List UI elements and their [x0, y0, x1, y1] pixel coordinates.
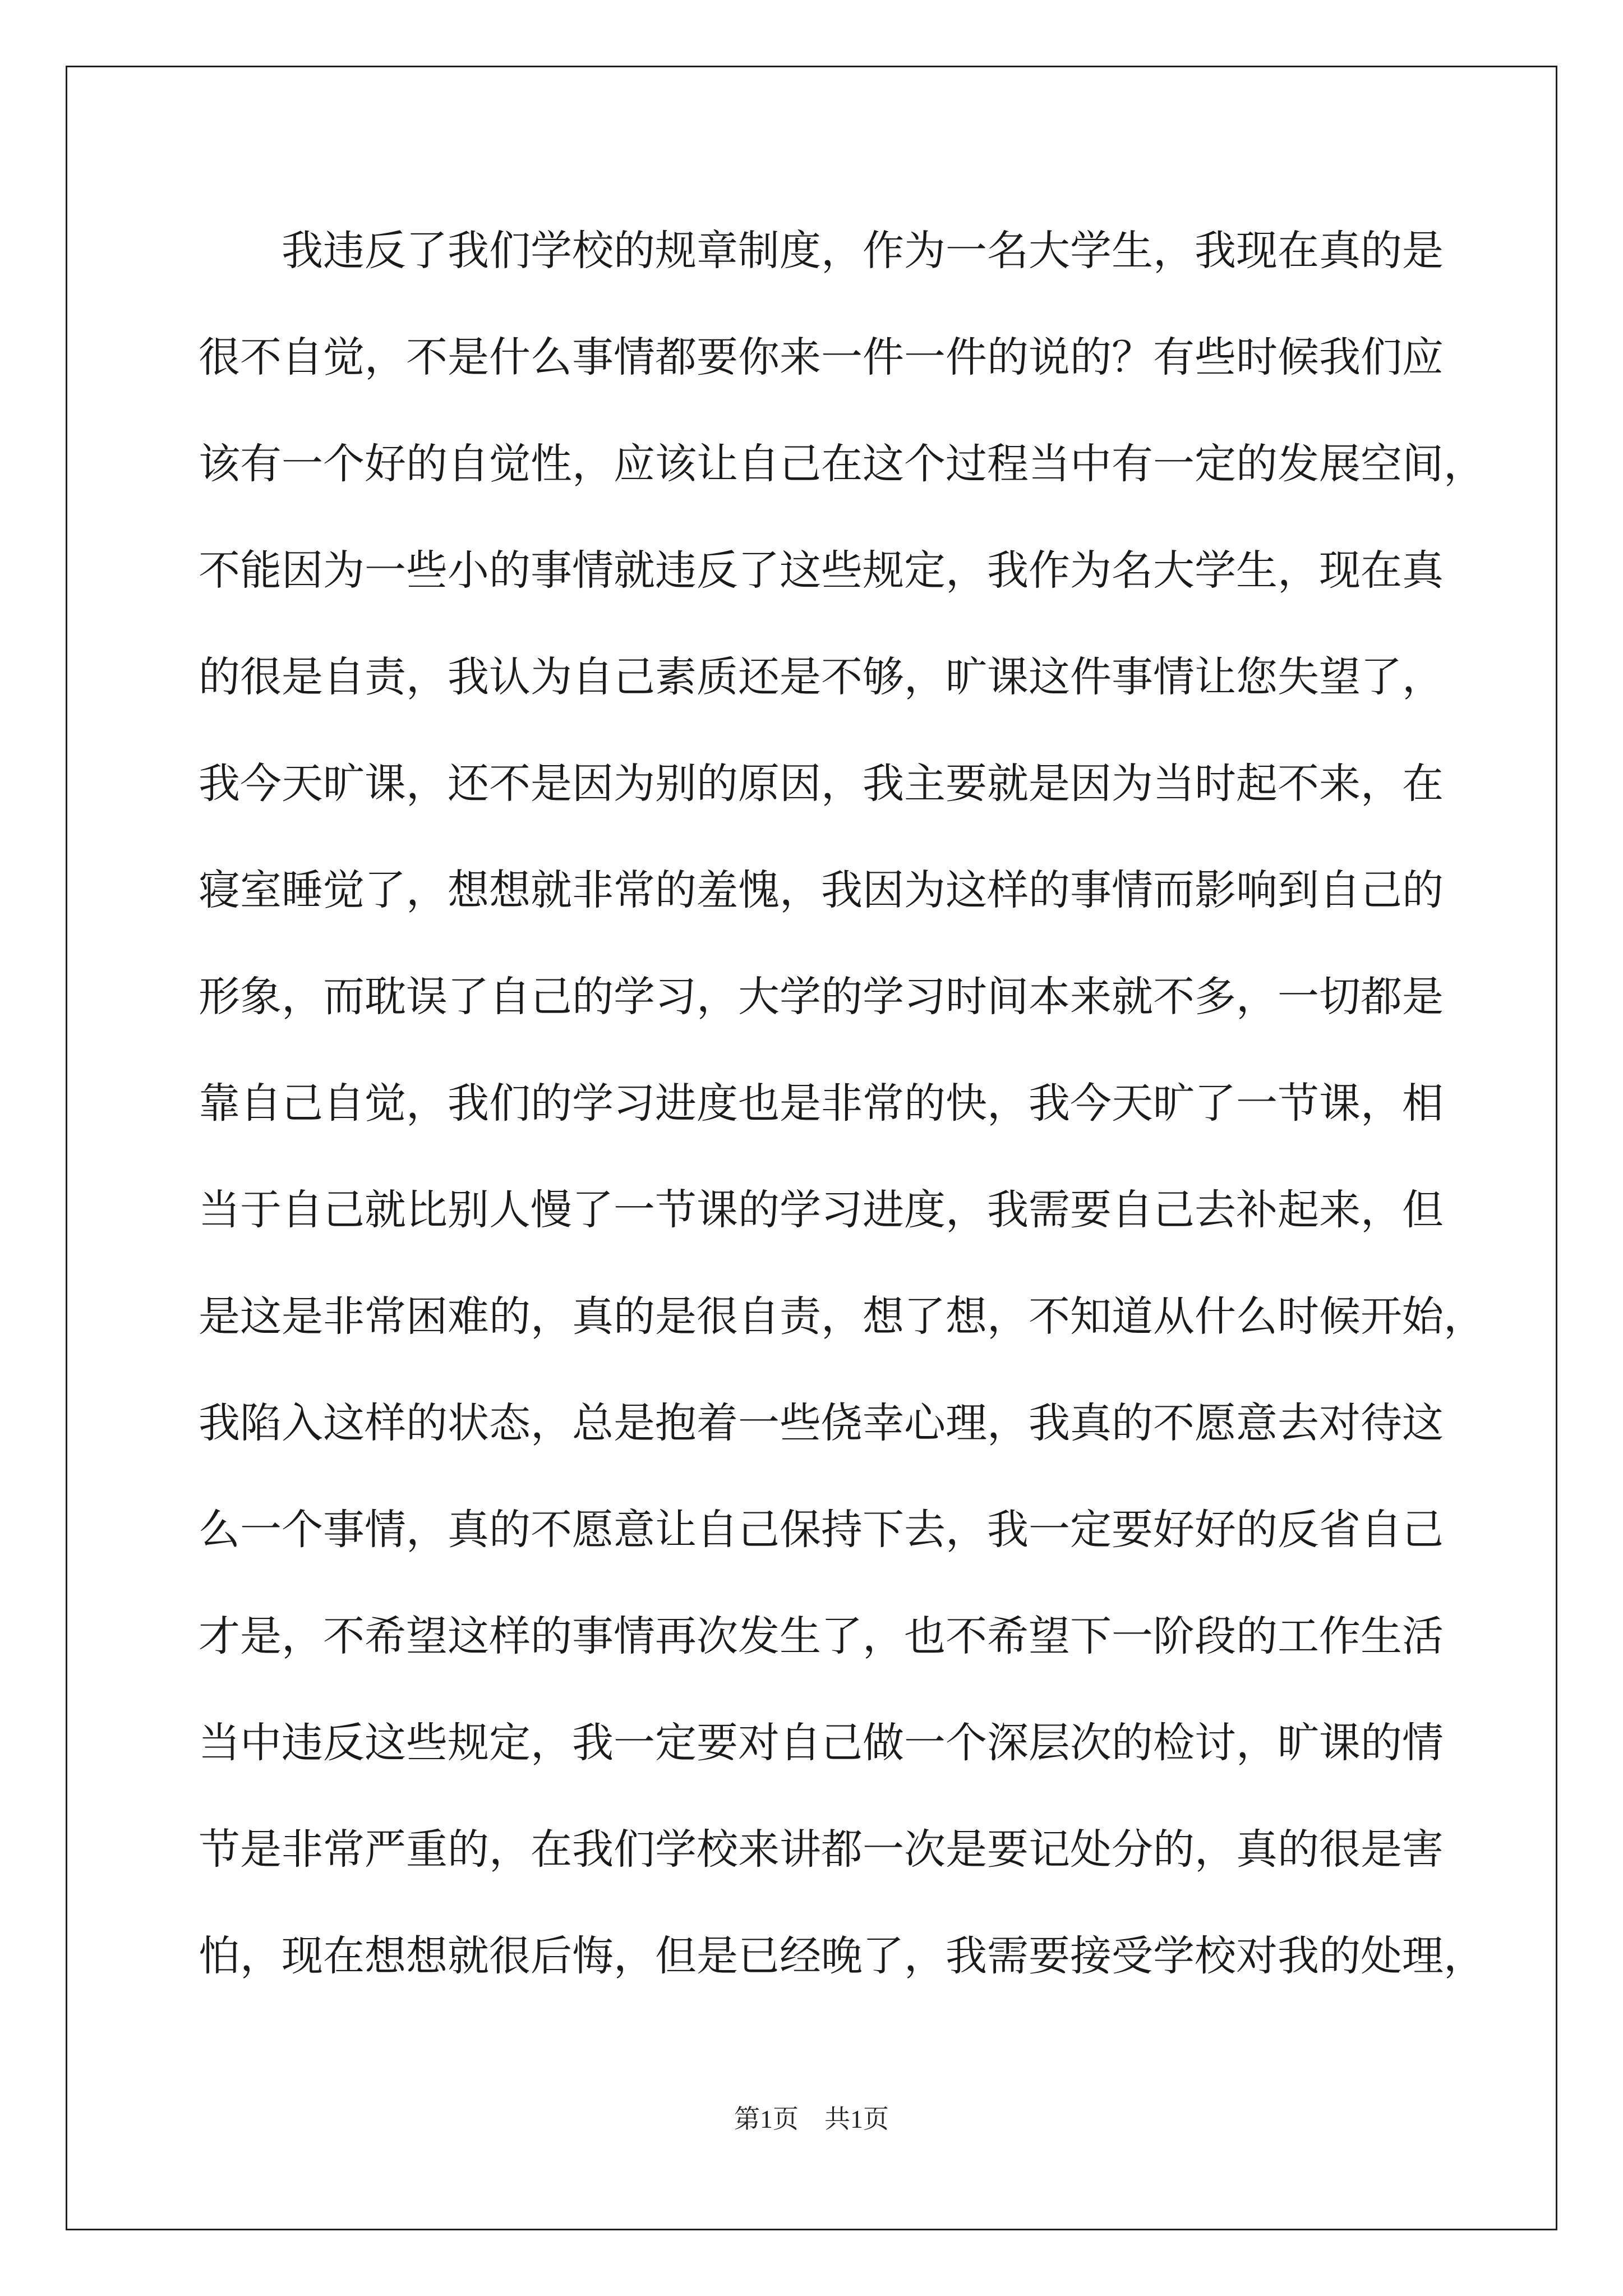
- text-line: 才是，不希望这样的事情再次发生了，也不希望下一阶段的工作生活: [199, 1612, 1444, 1660]
- text-line: 我今天旷课，还不是因为别的原因，我主要就是因为当时起不来，在: [199, 760, 1444, 808]
- text-line: 很不自觉，不是什么事情都要你来一件一件的说的？有些时候我们应: [199, 333, 1444, 381]
- text-line: 当中违反这些规定，我一定要对自己做一个深层次的检讨，旷课的情: [199, 1719, 1444, 1767]
- text-line: 靠自己自觉，我们的学习进度也是非常的快，我今天旷了一节课，相: [199, 1079, 1444, 1128]
- text-line: 我违反了我们学校的规章制度，作为一名大学生，我现在真的是: [282, 227, 1444, 275]
- text-line: 的很是自责，我认为自己素质还是不够，旷课这件事情让您失望了，: [199, 653, 1444, 701]
- text-line: 节是非常严重的，在我们学校来讲都一次是要记处分的，真的很是害: [199, 1825, 1444, 1874]
- text-line: 寝室睡觉了，想想就非常的羞愧，我因为这样的事情而影响到自己的: [199, 866, 1444, 914]
- text-line: 是这是非常困难的，真的是很自责，想了想，不知道从什么时候开始，: [199, 1292, 1485, 1341]
- page-number: 第1页: [734, 2105, 799, 2133]
- text-line: 我陷入这样的状态，总是抱着一些侥幸心理，我真的不愿意去对待这: [199, 1399, 1444, 1447]
- body-paragraph: [199, 219, 1485, 2031]
- page-total: 共1页: [824, 2105, 889, 2133]
- text-line: 怕，现在想想就很后悔，但是已经晚了，我需要接受学校对我的处理，: [199, 1932, 1485, 1980]
- text-line: 不能因为一些小的事情就违反了这些规定，我作为名大学生，现在真: [199, 546, 1444, 595]
- page-footer: [0, 2102, 1623, 2136]
- text-line: 么一个事情，真的不愿意让自己保持下去，我一定要好好的反省自己: [199, 1506, 1444, 1554]
- text-line: 形象，而耽误了自己的学习，大学的学习时间本来就不多，一切都是: [199, 973, 1444, 1021]
- text-line: 当于自己就比别人慢了一节课的学习进度，我需要自己去补起来，但: [199, 1186, 1444, 1234]
- text-line: 该有一个好的自觉性，应该让自己在这个过程当中有一定的发展空间，: [199, 440, 1485, 488]
